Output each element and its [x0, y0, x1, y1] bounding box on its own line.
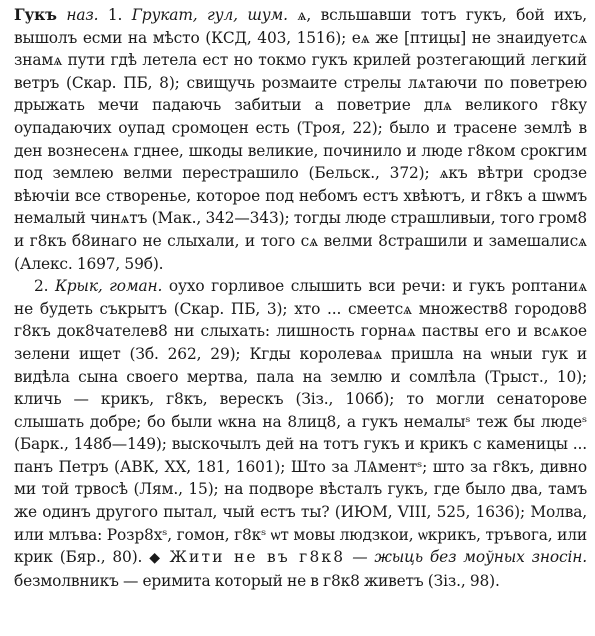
sense-2-citations: оухо горливое слышить вси речи: и гукъ роптаниѧ не будеть съкрытъ (Скар. ПБ, 3); хто ... смеетсѧ множеств8 городов8 г8къ док8чателев8 ни слыхать: лишность горнаѧ паствы его и всѧкое зелени ищет (Зб. 262, 29); Кгды королеваѧ пришла на ѡныи гук и видѣла сына своего мертва, пала на землю и сомлѣла (Трыст., 10); кличь — крикъ, г8къ, верескъ (Зiз., 106б); то могли сенаторове слышать добре; бо были ѡкна на 8лиц8, а гукъ немалыˢ теж бы людеˢ (Барк., 148б—149); выскочылъ дей на тотъ гукъ и крикъ с каменицы ... панъ Петръ (АВК, XX, 181, 1601); Што за ЛѦментˢ; што за г8къ, дивно ми той трвосѣ (Лям., 15); на подворе вѣсталъ гукъ, где было два, тамъ же одинъ другого пытал, чый естъ ты? (ИЮМ, VIII, 525, 1636); Молва, или млъва: Розр8хˢ, гомон, г8кˢ ѡт мовы людзкои, ѡкрикъ, тръвога, или крик (Бяр., 80). [14, 277, 588, 567]
part-of-speech: наз. [66, 6, 99, 24]
dictionary-entry-sense-2 [14, 275, 587, 592]
sense-2-number: 2. [34, 277, 49, 296]
sense-1-citations: ѧ, всльшавши тотъ гукъ, бой ихъ, вышолъ есми на мѣсто (КСД, 403, 1516); еѧ же [птицы] не знаидуетсѧ знамѧ пути гдѣ летела ест но токмо гукъ крилей розтегающий легкий ветръ (Скар. ПБ, 8); свищучь розмаите стрелы лѧтаючи по поветрею дрыжать мечи падаючь забитыи а поветрие длѧ великого г8ку оупадаючих оупад сромоцен есть (Троя, 22); было и трасене землѣ в ден вознесенѧ гднее, шкоды великие, починило и люде г8ком срокгим под землею велми перестрашило (Бельск., 372); ѧкъ вѣтри сродзе вѣючiи все створенье, которое под небомъ естъ хвѣютъ, и г8къ а шѡмъ немалый чинѧтъ (Мак., 342—343); тогды люде страшливыи, того гром8 и г8къ б8инаго не слыхали, и того сѧ велми 8страшили и замешалисѧ (Алекс. 1697, 59б). [14, 6, 587, 273]
sense-1-gloss: Грукат, гул, шум. [131, 6, 288, 24]
phrase-gloss: — жыць без моўных зносін. [352, 548, 587, 567]
phrase: Жити не въ г8к8 [169, 548, 346, 567]
sense-2-gloss: Крык, гоман. [54, 277, 163, 296]
phrase-marker-icon: ◆ [149, 550, 163, 567]
dictionary-entry-sense-1 [14, 4, 587, 275]
sense-1-number: 1. [107, 6, 123, 24]
phrase-citation: безмолвникъ — еримита который не в г8к8 живетъ (Зiз., 98). [14, 571, 500, 590]
headword: Гукъ [14, 6, 57, 24]
